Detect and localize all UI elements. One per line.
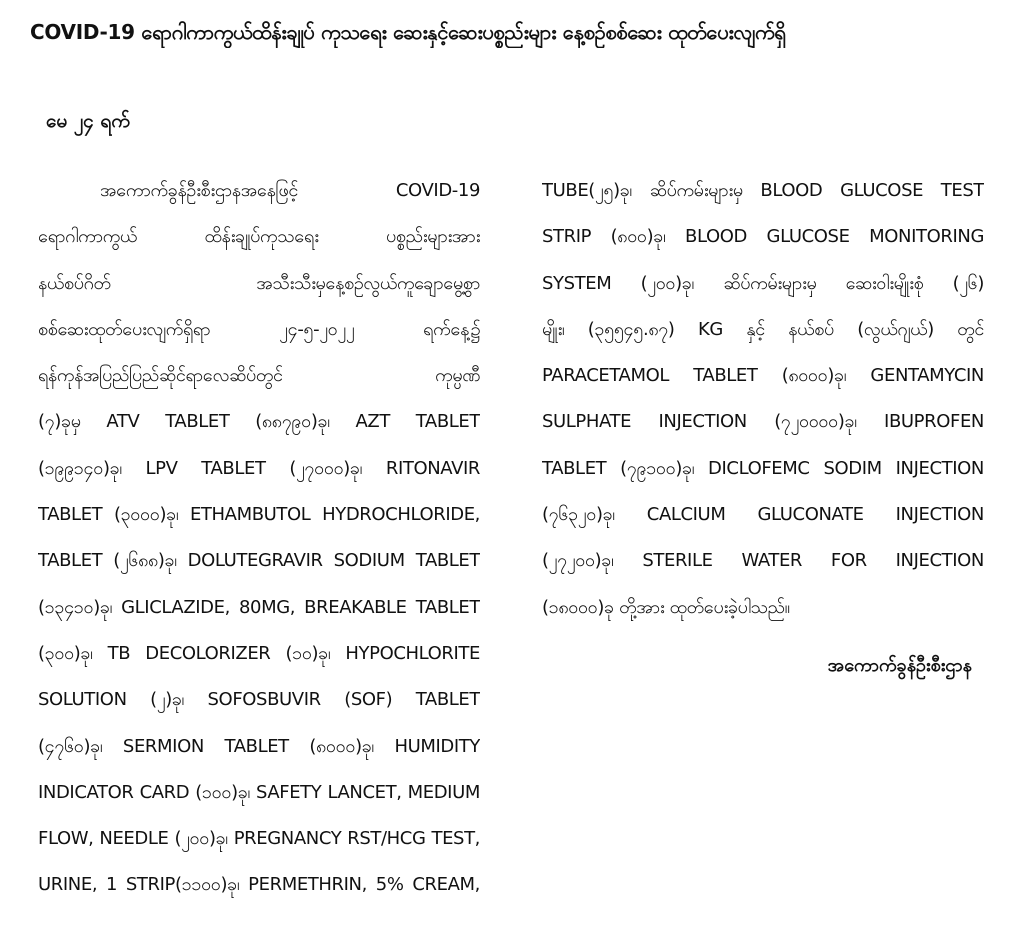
body-line: (၁၈၀၀၀)ခု တို့အား ထုတ်ပေးခဲ့ပါသည်။ xyxy=(542,596,790,618)
body-column-left xyxy=(38,168,480,909)
body-line: SULPHATE INJECTION (၇၂၀၀၀၀)ခု၊ IBUPROFEN xyxy=(542,411,984,433)
body-line: စစ်ဆေးထုတ်ပေးလျက်ရှိရာ ၂၄-၅-၂၀၂၂ ရက်နေ့၌ xyxy=(38,318,480,340)
body-line: STRIP (၈၀၀)ခု၊ BLOOD GLUCOSE MONITORING xyxy=(542,226,984,248)
body-line: မျိုး၊ (၃၅၅၄၅.၈၇) KG နှင့် နယ်စပ် (လွယ်ဂျယ်) တွင် xyxy=(542,318,984,340)
body-line: TUBE(၂၅)ခု၊ ဆိပ်ကမ်းများမှ BLOOD GLUCOSE TEST xyxy=(542,180,984,201)
body-line: ရောဂါကာကွယ် ထိန်းချုပ်ကုသရေး ပစ္စည်းများအား xyxy=(38,226,480,248)
body-line: (၇)ခုမှ ATV TABLET (၈၈၇၉၀)ခု၊ AZT TABLET xyxy=(38,411,480,433)
body-line: SOLUTION (၂)ခု၊ SOFOSBUVIR (SOF) TABLET xyxy=(38,689,480,711)
body-line: (၄၇၆၀)ခု၊ SERMION TABLET (၈၀၀၀)ခု၊ HUMIDITY xyxy=(38,735,480,757)
body-line: PARACETAMOL TABLET (၈၀၀၀)ခု၊ GENTAMYCIN xyxy=(542,365,984,387)
body-column-right xyxy=(542,168,984,631)
body-line: TABLET (၃၀၀၀)ခု၊ ETHAMBUTOL HYDROCHLORIDE, xyxy=(38,504,480,526)
body-line: INDICATOR CARD (၁၀၀)ခု၊ SAFETY LANCET, MEDIUM xyxy=(38,781,480,803)
body-line: URINE, 1 STRIP(၁၁၀၀)ခု၊ PERMETHRIN, 5% CREAM, xyxy=(38,874,480,896)
body-line: (၃၀၀)ခု၊ TB DECOLORIZER (၁၀)ခု၊ HYPOCHLORITE xyxy=(38,642,480,664)
document-title: COVID-19 ရောဂါကာကွယ်ထိန်းချုပ် ကုသရေး ဆေးနှင့်ဆေးပစ္စည်းများ နေ့စဉ်စစ်ဆေး ထုတ်ပေးလျက်ရှိ xyxy=(30,20,786,44)
release-date: မေ ၂၄ ရက် xyxy=(46,110,130,132)
body-line: SYSTEM (၂၀၀)ခု၊ ဆိပ်ကမ်းများမှ ဆေးဝါးမျိုးစုံ (၂၆) xyxy=(542,272,984,294)
body-line: (၁၃၄၁၀)ခု၊ GLICLAZIDE, 80MG, BREAKABLE TABLET xyxy=(38,596,480,618)
body-line: (၂၇၂၀၀)ခု၊ STERILE WATER FOR INJECTION xyxy=(542,550,984,572)
signature-department: အကောက်ခွန်ဦးစီးဌာန xyxy=(827,655,972,676)
body-line: TABLET (၂၆၈၈)ခု၊ DOLUTEGRAVIR SODIUM TABLET xyxy=(38,550,480,572)
body-line: နယ်စပ်ဂိတ် အသီးသီးမှနေ့စဉ်လွယ်ကူချောမွေ့စွာ xyxy=(38,272,480,294)
body-line: (၁၉၉၁၄၀)ခု၊ LPV TABLET (၂၇၀၀၀)ခု၊ RITONAVIR xyxy=(38,457,480,479)
body-line: ရန်ကုန်အပြည်ပြည်ဆိုင်ရာလေဆိပ်တွင် ကုမ္ပဏီ xyxy=(38,365,480,387)
body-line: TABLET (၇၉၁၀၀)ခု၊ DICLOFEMC SODIM INJECTION xyxy=(542,457,984,479)
body-line: အကောက်ခွန်ဦးစီးဌာနအနေဖြင့် COVID-19 xyxy=(100,180,480,201)
body-line: (၇၆၃၂၀)ခု၊ CALCIUM GLUCONATE INJECTION xyxy=(542,504,984,526)
body-line: FLOW, NEEDLE (၂၀၀)ခု၊ PREGNANCY RST/HCG TEST, xyxy=(38,828,480,850)
